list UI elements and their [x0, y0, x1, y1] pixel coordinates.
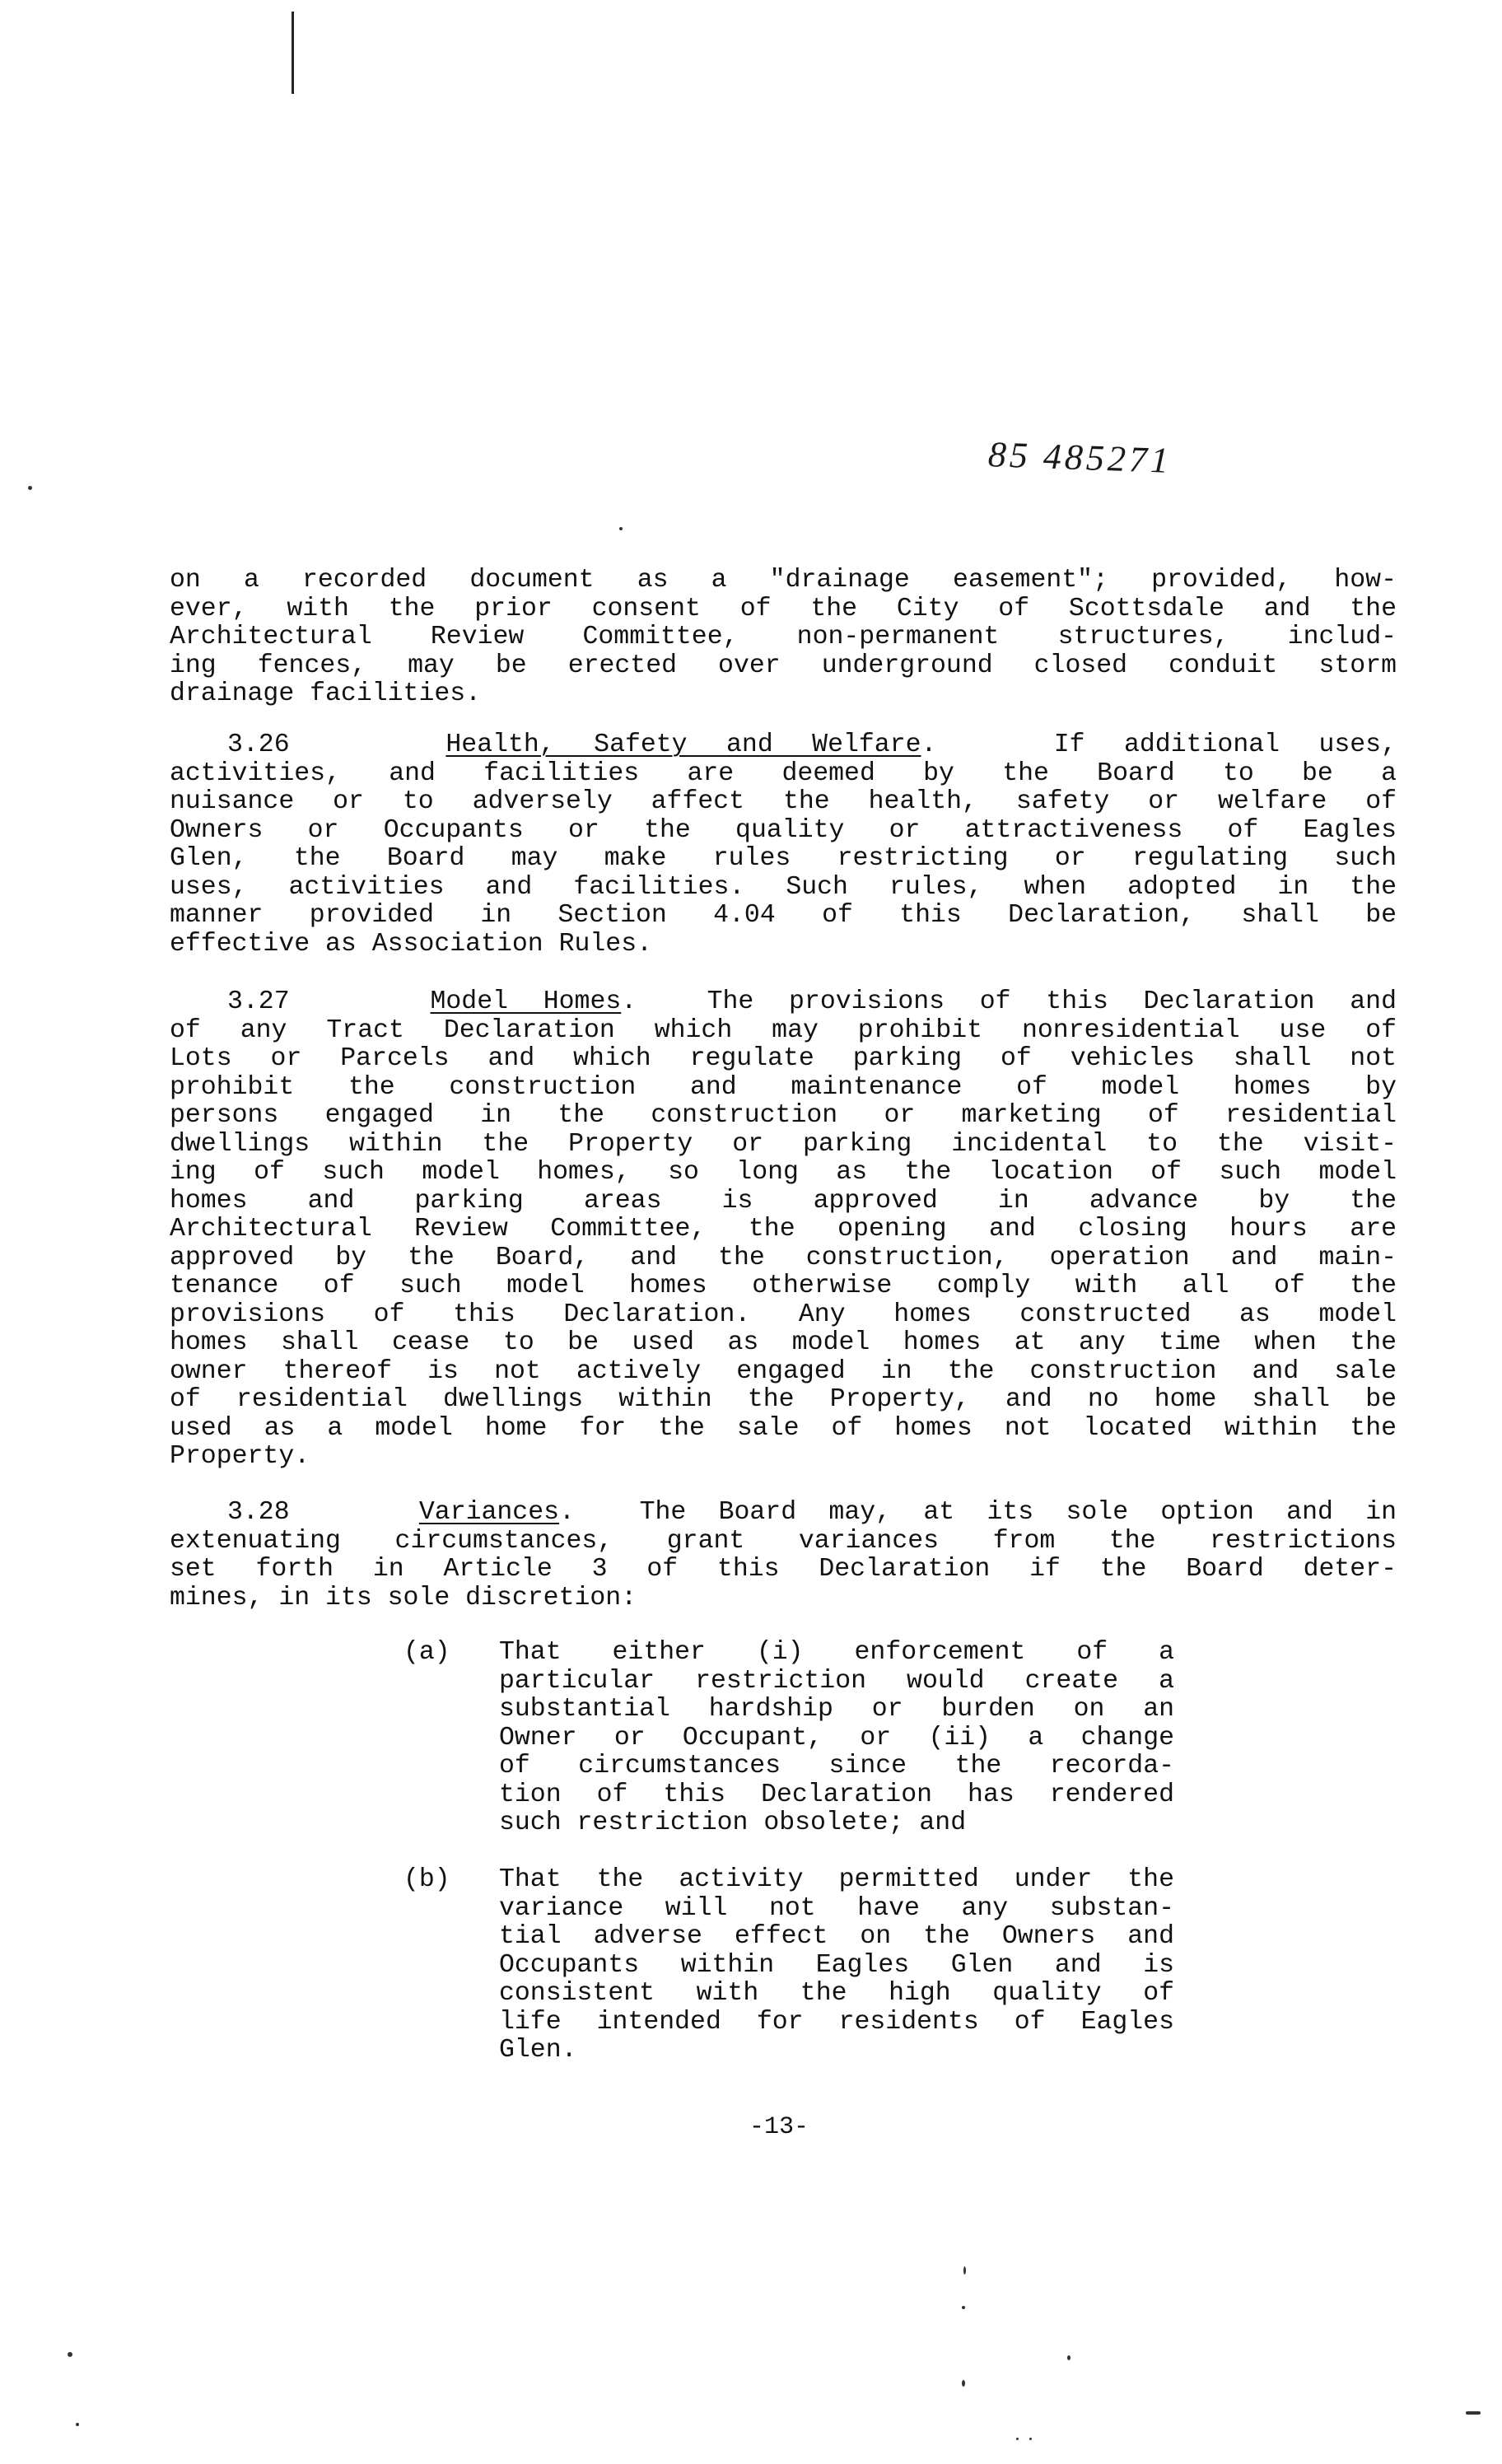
section-3-26	[170, 731, 1397, 959]
text-line: uses, activities and facilities. Such rules, when adopted in the	[170, 872, 1397, 902]
text-line: owner thereof is not actively engaged in the construction and sale	[170, 1356, 1397, 1386]
scan-artifact-line	[292, 12, 294, 94]
text-line: persons engaged in the construction or marketing of residential	[170, 1101, 1397, 1130]
scan-speck	[962, 2380, 965, 2387]
section-heading: Model Homes	[430, 987, 622, 1016]
text-line: mines, in its sole discretion:	[170, 1583, 637, 1612]
text-line: That either (i) enforcement of a	[499, 1638, 1174, 1667]
scan-speck	[962, 2306, 965, 2309]
text-line: Owner or Occupant, or (ii) a change	[499, 1723, 1174, 1752]
scan-speck	[76, 2423, 79, 2426]
text-line: dwellings within the Property or parking incidental to the visit-	[170, 1129, 1397, 1159]
section-number: 3.26	[227, 730, 290, 759]
text-line: variance will not have any substan-	[499, 1893, 1174, 1923]
text-line: on a recorded document as a "drainage easement"; provided, how-	[170, 566, 1397, 595]
text-line: tial adverse effect on the Owners and	[499, 1922, 1174, 1951]
text-line: particular restriction would create a	[499, 1666, 1174, 1696]
section-first-line: 3.26 Health, Safety and Welfare. If additional uses,	[227, 730, 1397, 759]
text-line: extenuating circumstances, grant variances from the restrictions	[170, 1526, 1397, 1556]
section-heading: Health, Safety and Welfare	[445, 730, 921, 759]
section-number: 3.28	[227, 1498, 290, 1527]
text-line: activities, and facilities are deemed by the Board to be a	[170, 758, 1397, 788]
text-line: Owners or Occupants or the quality or attractiveness of Eagles	[170, 815, 1397, 845]
text-line: The Board may, at its sole option and in	[639, 1498, 1397, 1527]
paragraph-continuation	[170, 567, 1397, 709]
sub-item-body	[499, 1866, 1174, 2065]
section-3-28	[170, 1499, 1397, 1612]
sub-item-label: (a)	[403, 1638, 450, 1667]
text-line: homes shall cease to be used as model homes at any time when the	[170, 1328, 1397, 1357]
scan-speck	[1067, 2355, 1071, 2360]
text-line: approved by the Board, and the construction, operation and main-	[170, 1243, 1397, 1272]
text-line: substantial hardship or burden on an	[499, 1695, 1174, 1724]
scan-speck	[28, 486, 32, 490]
text-line: homes and parking areas is approved in advance by the	[170, 1186, 1397, 1216]
scan-speck	[1466, 2411, 1481, 2415]
text-line: Property.	[170, 1442, 310, 1471]
text-line: If additional uses,	[1053, 730, 1397, 759]
section-3-27	[170, 988, 1397, 1472]
section-heading: Variances	[418, 1498, 560, 1527]
text-line: That the activity permitted under the	[499, 1865, 1174, 1894]
text-line: ever, with the prior consent of the City of Scottsdale and the	[170, 594, 1397, 623]
text-line: tenance of such model homes otherwise comply with all of the	[170, 1272, 1397, 1300]
text-line: provisions of this Declaration. Any homes constructed as model	[170, 1300, 1397, 1329]
text-line: The provisions of this Declaration and	[707, 987, 1397, 1016]
text-line: effective as Association Rules.	[170, 929, 652, 959]
text-line: life intended for residents of Eagles	[499, 2007, 1174, 2037]
text-line: such restriction obsolete; and	[499, 1808, 967, 1837]
text-line: ing of such model homes, so long as the location of such model	[170, 1158, 1397, 1187]
recording-number: 85 485271	[987, 434, 1173, 481]
scan-speck	[963, 2266, 966, 2275]
text-line: Glen, the Board may make rules restricting or regulating such	[170, 844, 1397, 873]
text-line: Occupants within Eagles Glen and is	[499, 1950, 1174, 1980]
text-line: drainage facilities.	[170, 679, 482, 708]
text-line: Architectural Review Committee, the opening and closing hours are	[170, 1215, 1397, 1244]
text-line: set forth in Article 3 of this Declaration if the Board deter-	[170, 1555, 1397, 1584]
section-first-line: 3.27 Model Homes. The provisions of this Declaration and	[227, 987, 1397, 1016]
text-line: tion of this Declaration has rendered	[499, 1780, 1174, 1809]
text-line: Lots or Parcels and which regulate parking of vehicles shall not	[170, 1044, 1397, 1073]
sub-item-label: (b)	[403, 1865, 450, 1894]
text-line: prohibit the construction and maintenance of model homes by	[170, 1072, 1397, 1102]
section-first-line: 3.28 Variances. The Board may, at its sole option and in	[227, 1498, 1397, 1527]
text-line: of residential dwellings within the Property, and no home shall be	[170, 1385, 1397, 1414]
text-line: of circumstances since the recorda-	[499, 1752, 1174, 1780]
scan-speck	[1016, 2438, 1019, 2440]
text-line: Glen.	[499, 2036, 577, 2065]
text-line: manner provided in Section 4.04 of this Declaration, shall be	[170, 901, 1397, 930]
page-number: -13-	[749, 2113, 809, 2141]
scan-speck	[68, 2352, 72, 2357]
sub-item-body	[499, 1639, 1174, 1838]
text-line: nuisance or to adversely affect the health, safety or welfare of	[170, 787, 1397, 816]
scan-speck	[1029, 2438, 1032, 2440]
text-line: Architectural Review Committee, non-permanent structures, includ-	[170, 623, 1397, 651]
text-line: of any Tract Declaration which may prohibit nonresidential use of	[170, 1015, 1397, 1045]
section-number: 3.27	[227, 987, 290, 1016]
text-line: used as a model home for the sale of homes not located within the	[170, 1413, 1397, 1443]
scan-speck	[619, 527, 623, 530]
text-line: ing fences, may be erected over underground closed conduit storm	[170, 651, 1397, 680]
text-line: consistent with the high quality of	[499, 1979, 1174, 2008]
